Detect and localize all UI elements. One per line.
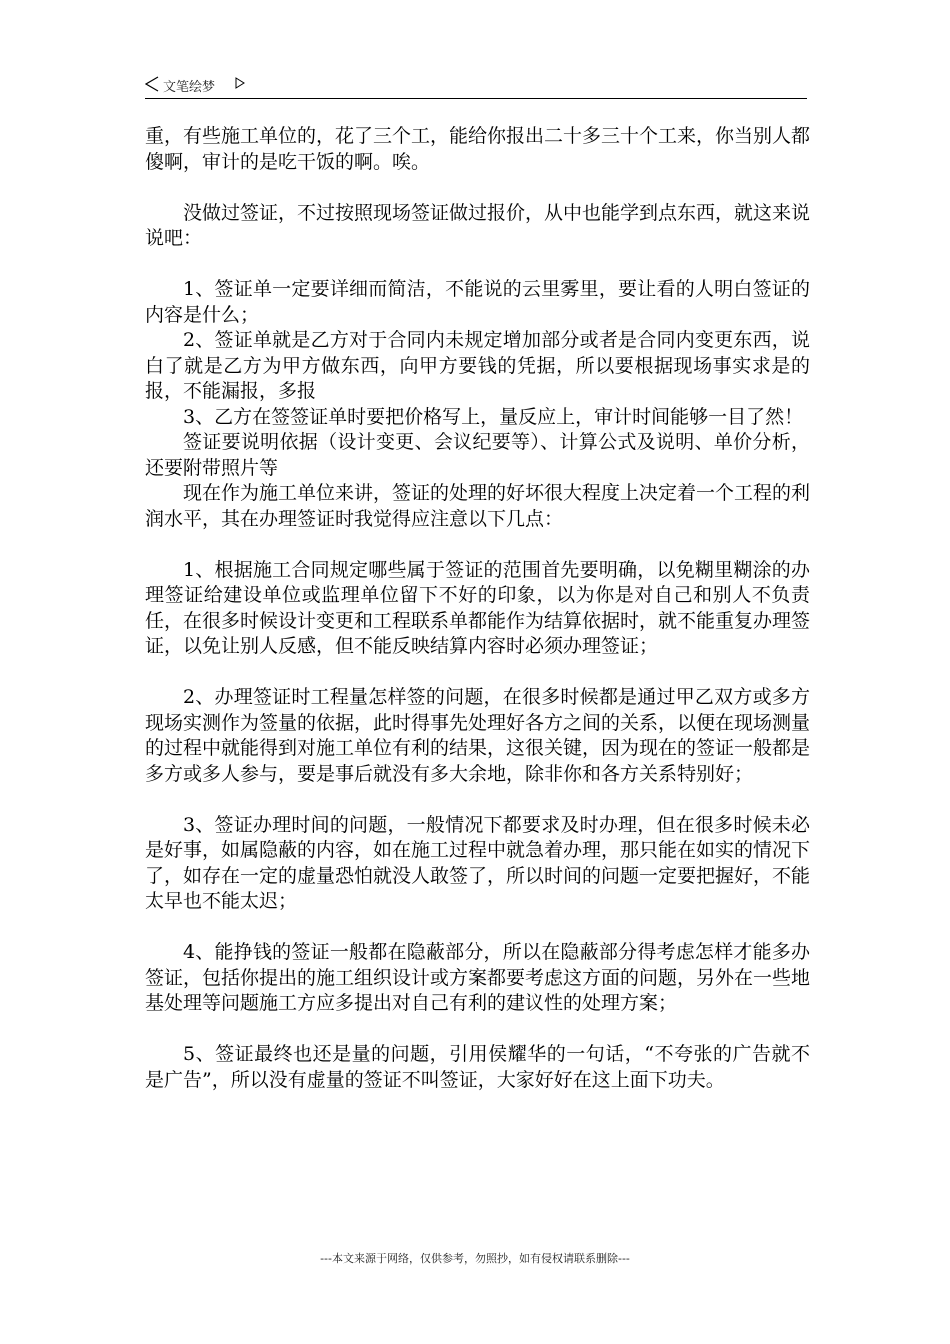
brand-name: 文笔绘梦: [163, 80, 216, 95]
left-triangle-icon: [145, 76, 159, 92]
paragraph: 3、乙方在签签证单时要把价格写上，量反应上，审计时间能够一目了然！: [183, 405, 804, 428]
paragraph: 1、签证单一定要详细而简洁，不能说的云里雾里，要让看的人明白签证的内容是什么；: [145, 278, 810, 326]
paragraph: 2、签证单就是乙方对于合同内未规定增加部分或者是合同内变更东西，说白了就是乙方为甲方做东西，向甲方要钱的凭据，所以要根据现场事实求是的报，不能漏报，多报: [145, 329, 810, 402]
paragraph: 现在作为施工单位来讲，签证的处理的好坏很大程度上决定着一个工程的利润水平，其在办理签证时我觉得应注意以下几点：: [145, 482, 811, 530]
paragraph: 重，有些施工单位的，花了三个工，能给你报出二十多三十个工来，你当别人都傻啊，审计的是吃干饭的啊。唉。: [145, 125, 811, 173]
paragraph: 没做过签证，不过按照现场签证做过报价，从中也能学到点东西，就这来说说吧：: [145, 201, 811, 249]
page-footer: ---本文来源于网络，仅供参考，勿照抄，如有侵权请联系删除---: [320, 1252, 630, 1265]
paragraph: 4、能挣钱的签证一般都在隐蔽部分，所以在隐蔽部分得考虑怎样才能多办签证，包括你提出的施工组织设计或方案都要考虑这方面的问题，另外在一些地基处理等问题施工方应多提出对自己有利的建议性的处理方案；: [145, 941, 811, 1014]
paragraph: 2、办理签证时工程量怎样签的问题，在很多时候都是通过甲乙双方或多方现场实测作为签量的依据，此时得事先处理好各方之间的关系，以便在现场测量的过程中就能得到对施工单位有利的结果，这很关键，因为现在的签证一般都是多方或多人参与，要是事后就没有多大余地，除非你和各方关系特别好；: [145, 686, 811, 785]
document-body: [145, 124, 810, 1093]
right-triangle-icon: [235, 77, 245, 89]
paragraph: 5、签证最终也还是量的问题，引用侯耀华的一句话，“不夸张的广告就不是广告”，所以没有虚量的签证不叫签证，大家好好在这上面下功夫。: [145, 1043, 810, 1091]
paragraph: 3、签证办理时间的问题，一般情况下都要求及时办理，但在很多时候未必是好事，如属隐蔽的内容，如在施工过程中就急着办理，那只能在如实的情况下了，如存在一定的虚量恐怕就没人敢签了，所以时间的问题一定要把握好，不能太早也不能太迟；: [145, 813, 811, 912]
paragraph: 签证要说明依据（设计变更、会议纪要等）、计算公式及说明、单价分析，还要附带照片等: [145, 431, 810, 479]
paragraph: 1、根据施工合同规定哪些属于签证的范围首先要明确，以免糊里糊涂的办理签证给建设单位或监理单位留下不好的印象，以为你是对自己和别人不负责任，在很多时候设计变更和工程联系单都能作为结算依据时，就不能重复办理签证，以免让别人反感，但不能反映结算内容时必须办理签证；: [145, 558, 811, 657]
page-header: [145, 72, 807, 99]
